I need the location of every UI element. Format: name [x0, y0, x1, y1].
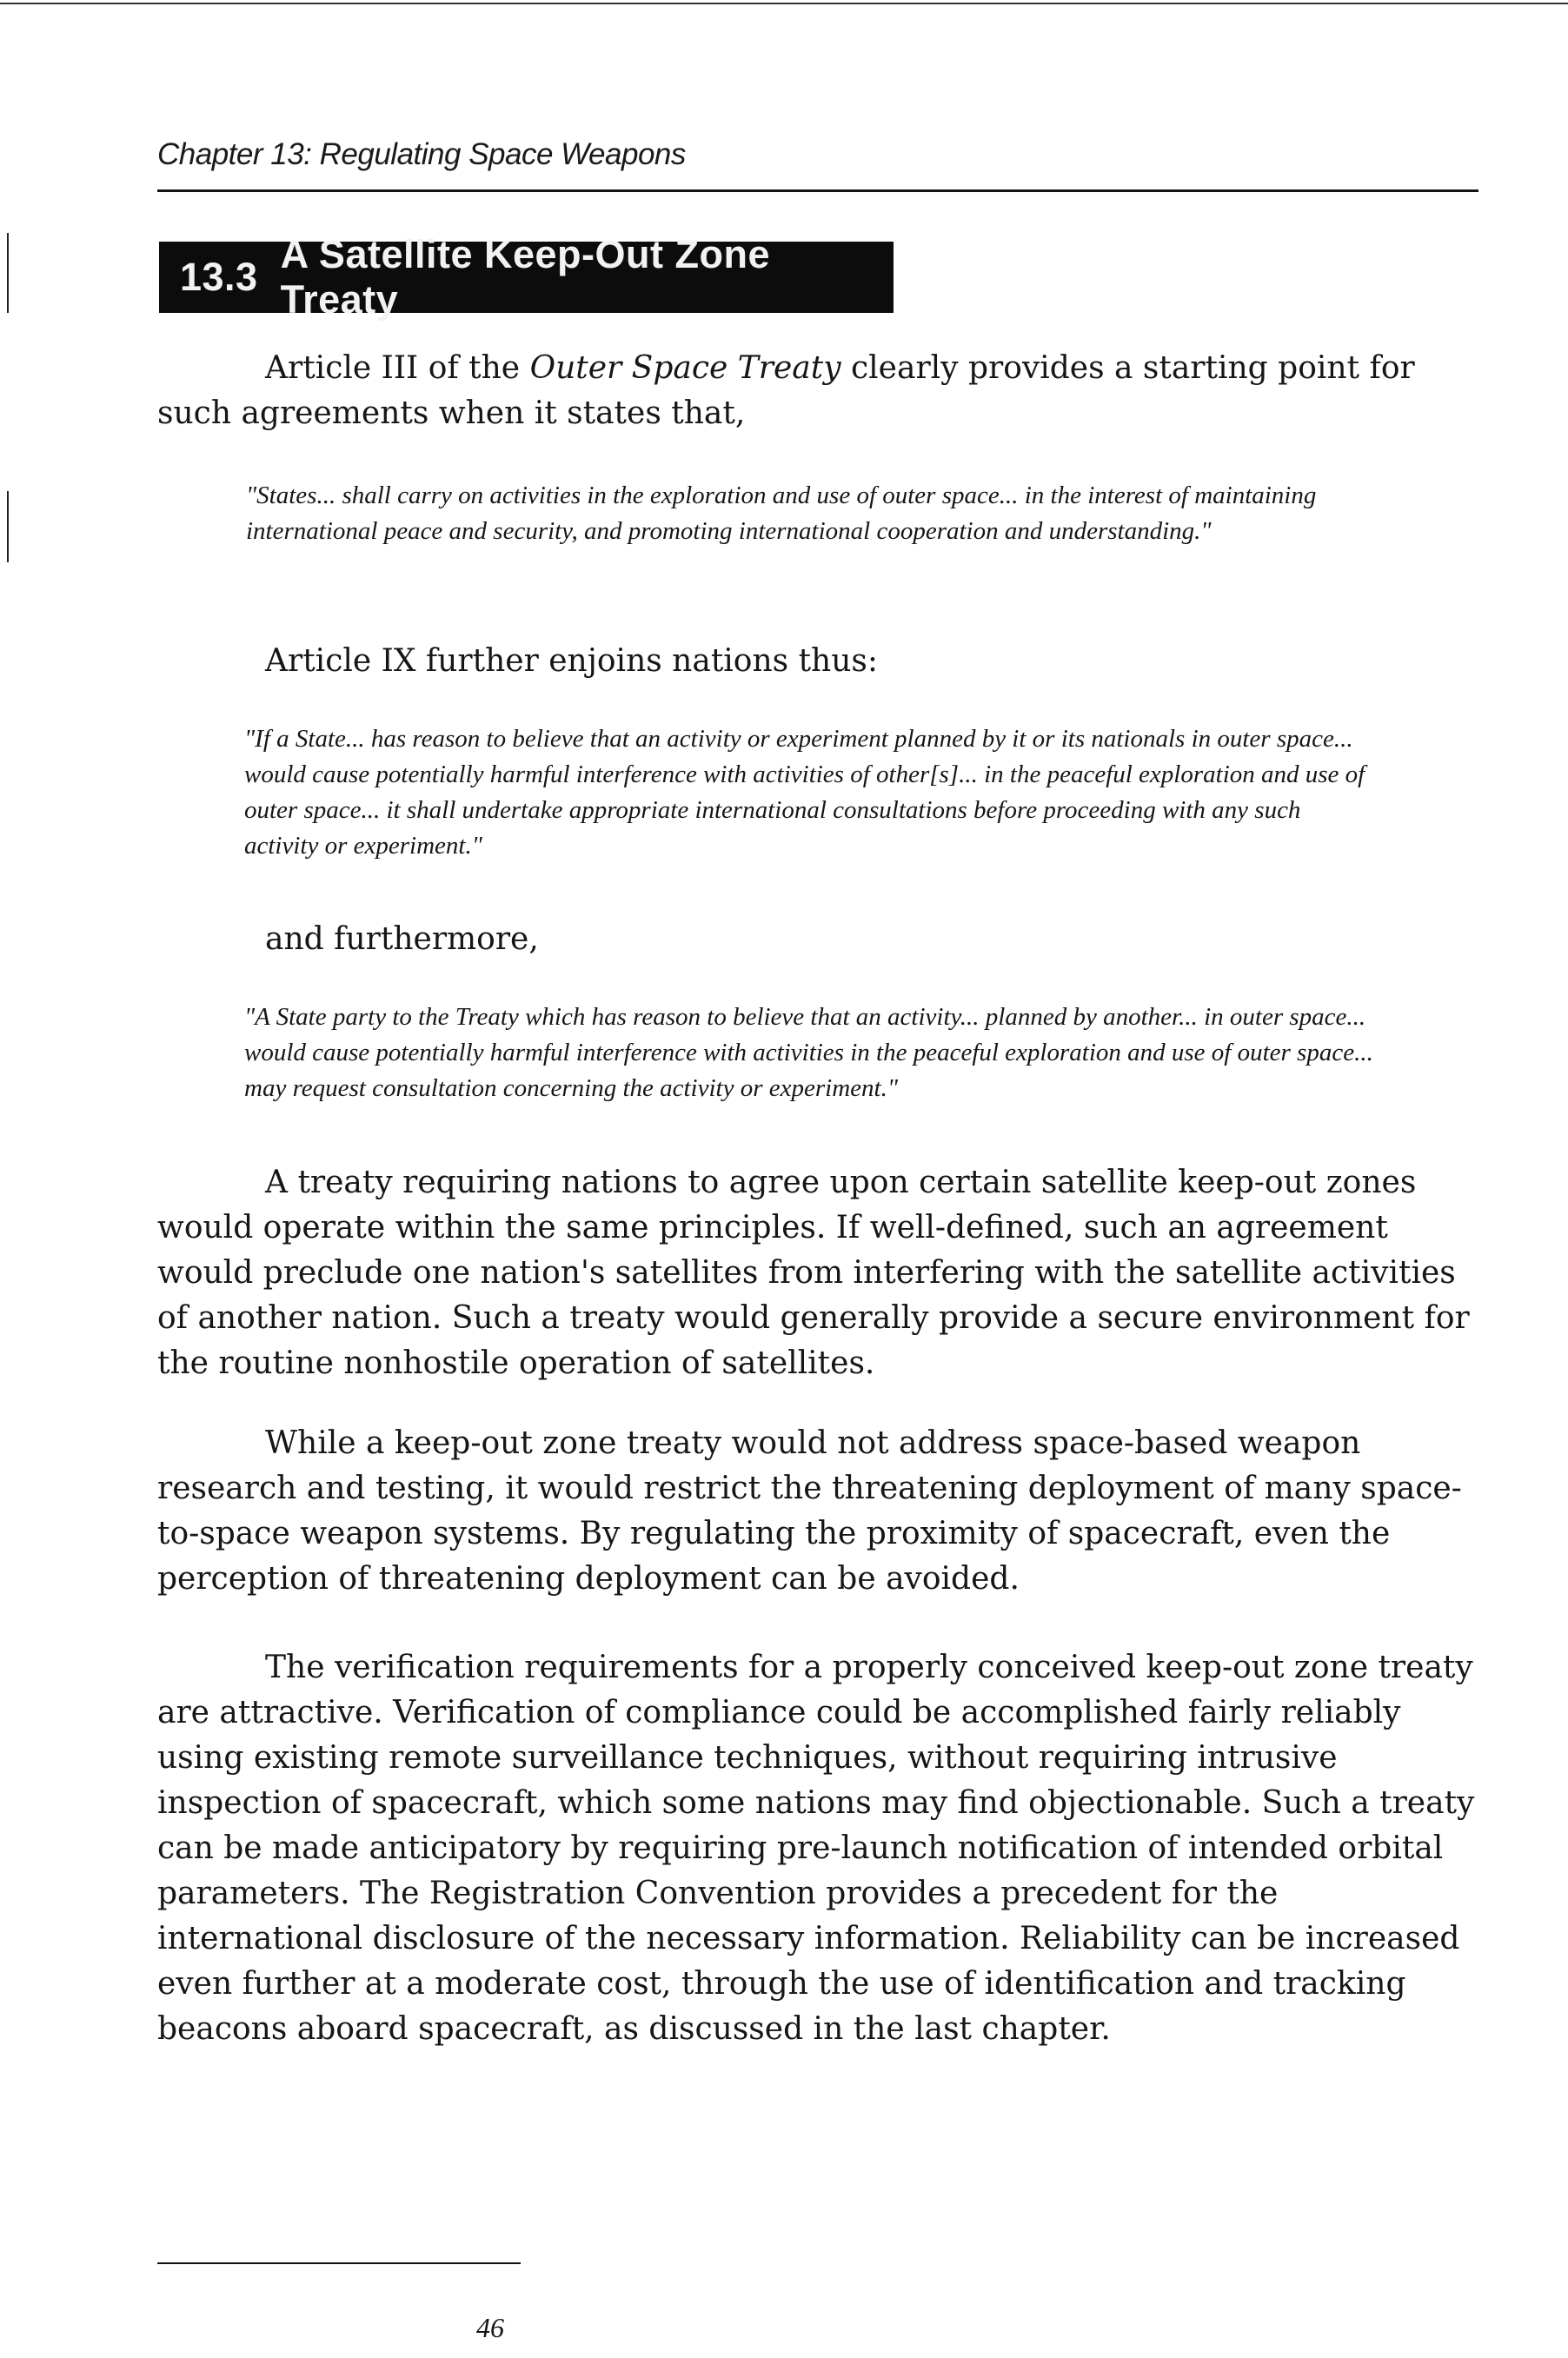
- paragraph-text: Article III of the: [265, 350, 530, 386]
- paragraph-furthermore: and furthermore,: [265, 921, 539, 957]
- section-title: A Satellite Keep-Out Zone Treaty: [280, 232, 770, 322]
- footer-rule: [157, 2262, 521, 2264]
- paragraph-verification: The verification requirements for a properly conceived keep-out zone treaty are attractive. Verification of compliance could be accomplished fairly reliably using existing remote surveillance techniques, without requiring intrusive inspection of spacecraft, which some nations may find objectionable. Such a treaty can be made anticipatory by requiring pre-launch notification of intended orbital parameters. The Registration Convention provides a precedent for the international disclosure of the necessary information. Reliability can be increased even further at a moderate cost, through the use of identification and tracking beacons aboard spacecraft, as discussed in the last chapter.: [157, 1650, 1475, 2047]
- quote-article-ix-b: "A State party to the Treaty which has reason to believe that an activity... planned by another... in outer space... would cause potentially harmful interference with activities in the peaceful exploration and use of outer space... may request consultation concerning the activity or experiment.": [244, 1003, 1373, 1102]
- quote-article-iii: "States... shall carry on activities in the exploration and use of outer space... in the interest of maintaining international peace and security, and promoting international cooperation and understanding.": [246, 482, 1317, 545]
- treaty-name: Outer Space Treaty: [529, 350, 841, 386]
- quote-article-ix-a: "If a State... has reason to believe that an activity or experiment planned by it or its nationals in outer space... would cause potentially harmful interference with activities of other[s]... in the peaceful exploration and use of outer space... it shall undertake appropriate international consultations before proceeding with any such activity or experiment.": [244, 725, 1365, 860]
- scan-edge-line: [0, 3, 1568, 4]
- running-head: Chapter 13: Regulating Space Weapons: [157, 137, 686, 171]
- page-number: 46: [476, 2312, 504, 2343]
- paragraph-keep-out-principles: A treaty requiring nations to agree upon certain satellite keep-out zones would operate within the same principles. If well-defined, such an agreement would preclude one nation's satellites from interfering with the satellite activities of another nation. Such a treaty would generally provide a secure environment for the routine nonhostile operation of satellites.: [157, 1165, 1470, 1381]
- section-heading: [159, 232, 894, 322]
- scan-edge-mark: [7, 233, 9, 313]
- header-rule: [157, 189, 1478, 192]
- paragraph-text: clearly provides a starting point for such agreements when it states that,: [157, 350, 1415, 431]
- scan-edge-mark: [7, 491, 9, 562]
- section-number: 13.3: [180, 255, 258, 299]
- paragraph-article-iii: [157, 346, 1492, 436]
- paragraph-article-ix: Article IX further enjoins nations thus:: [265, 643, 879, 679]
- paragraph-weapon-deployment: While a keep-out zone treaty would not address space-based weapon research and testing, it would restrict the threatening deployment of many space-to-space weapon systems. By regulating the proximity of spacecraft, even the perception of threatening deployment can be avoided.: [157, 1425, 1462, 1597]
